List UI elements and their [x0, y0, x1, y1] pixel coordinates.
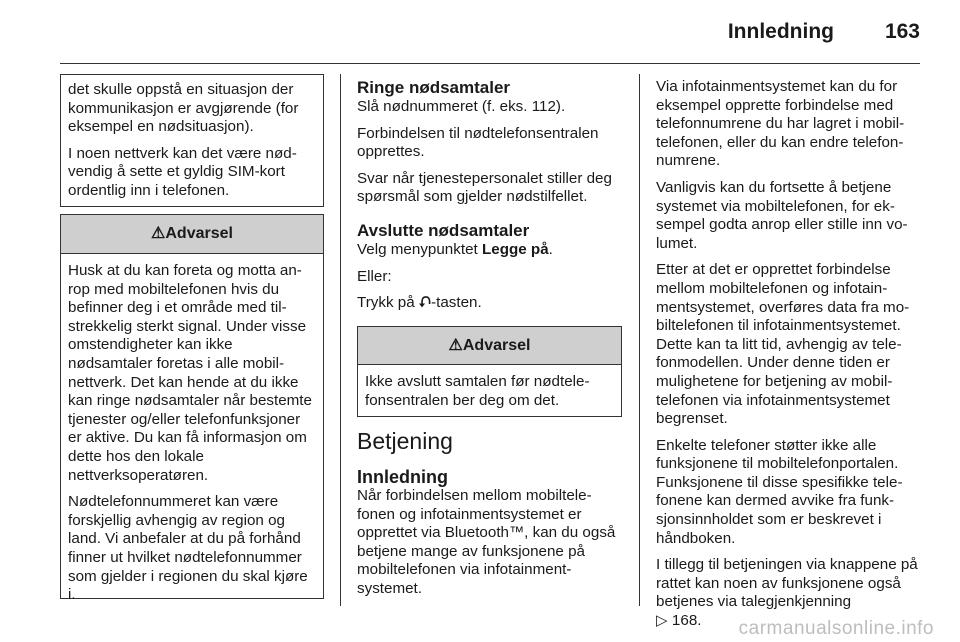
right-paragraph-4: Enkelte telefoner støtter ikke alle funksjonene til mobiltelefonportalen. Funksjonene til disse spesifikke telefonene kan dermed avvike fra funksjonsinnholdet som er beskrevet i håndboken.: [656, 436, 903, 547]
page-reference-icon: ▷: [656, 612, 668, 630]
end-call-prefix: Velg menypunktet: [357, 240, 482, 258]
menu-item-hang-up: Legge på: [481, 240, 549, 258]
warning-paragraph-2: Nødtelefonnummeret kan være forskjellig avhengig av region og land. Vi anbefaler at du på forhånd finner ut hvilket nødtelefonnummer som gjelder i regionen du skal kjøre i.: [68, 493, 308, 604]
section-heading-operation: Betjening: [357, 428, 453, 454]
warning-triangle-icon: ⚠: [448, 337, 463, 354]
page-reference-link[interactable]: 168.: [671, 612, 702, 630]
warning-header: [358, 327, 621, 365]
speech-recognition-text: I tillegg til betjeningen via knappene på rattet kan noen av funksjonene også betjenes via talegjenkjenning: [656, 556, 918, 611]
end-call-paragraph-3: [357, 294, 622, 313]
press-prefix: Trykk på: [357, 294, 419, 312]
warning-body: [358, 365, 621, 418]
hang-up-phone-icon: ⮏: [418, 294, 432, 312]
page-title: Innledning: [727, 20, 834, 43]
emergency-paragraph-2: Forbindelsen til nødtelefonsentralen opprettes.: [357, 124, 599, 161]
right-paragraph-3: Etter at det er opprettet forbindelse mellom mobiltelefonen og infotainmentsystemet, overføres data fra mobiltelefonen til infotainmentsystemet. Dette kan ta litt tid, avhengig av telefonmodellen. Under denne tiden er mulighetene for betjening av mobiltelefonen via infotainmentsystemet begrenset.: [656, 261, 910, 428]
section-heading-end-calls: Avslutte nødsamtaler: [357, 220, 530, 240]
intro-box: [60, 74, 324, 207]
warning-paragraph-1: Husk at du kan foreta og motta anrop med mobiltelefonen hvis du befinner deg i et område med tilstrekkelig sterkt signal. Under visse omstendigheter kan ikke nødsamtaler foretas i alle mobilnettverk. Det kan hende at du ikke kan ringe nødsamtaler når bestemte tjenester og/eller telefonfunksjoner er aktive. Du kan få informasjon om dette hos den lokale nettverksoperatøren.: [68, 262, 312, 484]
warning-box-middle: [357, 326, 622, 417]
warning-triangle-icon: ⚠: [151, 225, 166, 242]
warning-header: [61, 215, 323, 254]
intro-paragraph-1: det skulle oppstå en situasjon der kommunikasjon er avgjørende (for eksempel en nødsituasjon).: [68, 81, 299, 136]
intro-paragraph-2: I noen nettverk kan det være nødvendig å sette et gyldig SIM-kort ordentlig inn i telefonen.: [68, 144, 297, 199]
column-divider-right: [639, 74, 640, 606]
press-suffix: -tasten.: [431, 294, 482, 312]
introduction-paragraph: Når forbindelsen mellom mobiltelefonen og infotainmentsystemet er opprettet via Bluetooth™, kan du også betjene mange av funksjonene på mobiltelefonen via infotainmentsystemet.: [357, 487, 616, 597]
end-call-paragraph-2: Eller:: [357, 267, 392, 285]
section-heading-introduction: Innledning: [357, 467, 448, 487]
warning-box-left: [60, 214, 324, 604]
page-number: 163: [884, 20, 920, 43]
column-divider-left: [340, 74, 341, 606]
warning-title: Advarsel: [165, 225, 233, 242]
middle-column: [357, 78, 622, 321]
right-paragraph-1: Via infotainmentsystemet kan du for eksempel opprette forbindelse med telefonnumrene du har lagret i mobiltelefonen, eller du kan endre telefonnumrene.: [656, 78, 905, 170]
right-column: [656, 78, 924, 639]
end-call-suffix: .: [548, 240, 553, 258]
emergency-paragraph-1: Slå nødnummeret (f. eks. 112).: [357, 98, 566, 115]
header-divider: [60, 63, 920, 64]
right-paragraph-2: Vanligvis kan du fortsette å betjene systemet via mobiltelefonen, for eksempel godta anrop eller stille inn volumet.: [656, 178, 908, 252]
middle-column-lower: [357, 427, 622, 607]
warning-paragraph: Ikke avslutt samtalen før nødtelefonsentralen ber deg om det.: [365, 373, 590, 409]
section-heading-emergency-calls: Ringe nødsamtaler: [357, 78, 511, 97]
end-call-paragraph-1: [357, 241, 622, 260]
warning-body: [61, 254, 323, 621]
watermark: carmanualsonline.info: [738, 618, 934, 639]
emergency-paragraph-3: Svar når tjenestepersonalet stiller deg spørsmål som gjelder nødstilfellet.: [357, 169, 612, 206]
warning-title: Advarsel: [462, 337, 531, 354]
